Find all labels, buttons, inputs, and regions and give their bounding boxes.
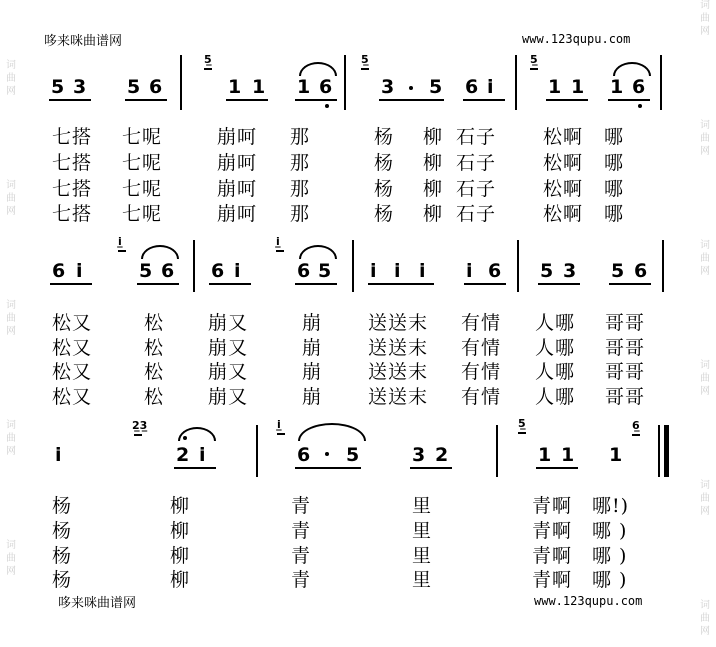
lyric-word: 石子	[456, 178, 497, 200]
note: i	[199, 444, 206, 466]
note: i	[234, 260, 241, 282]
note: 5	[139, 260, 153, 282]
watermark-char: 词	[700, 120, 710, 131]
lyric-word: 哥哥	[605, 361, 646, 383]
tie-slur	[299, 62, 337, 76]
lyric-word: 青	[291, 569, 312, 591]
lyric-word: 七搭	[52, 178, 93, 200]
note: 6	[161, 260, 175, 282]
watermark-char: 网	[6, 566, 16, 577]
grace-note: i̲	[118, 235, 122, 248]
lyric-word: 柳	[170, 520, 191, 542]
beam	[125, 99, 167, 101]
lyric-word: 哪 )	[592, 569, 628, 591]
lyric-word: 崩	[302, 312, 323, 334]
lyric-word: 七搭	[52, 126, 93, 148]
beam	[608, 99, 650, 101]
note: 5	[127, 76, 141, 98]
lyric-word: 青	[291, 520, 312, 542]
beam	[295, 99, 337, 101]
watermark-char: 词	[700, 0, 710, 11]
note: i	[394, 260, 401, 282]
note: 1	[609, 444, 623, 466]
watermark-char: 词	[6, 180, 16, 191]
grace-mark	[204, 68, 212, 70]
tie-slur	[298, 423, 366, 441]
watermark-char: 曲	[700, 493, 710, 504]
lyric-word: 哪	[604, 178, 625, 200]
lyric-word: 哪	[604, 203, 625, 225]
lyric-word: 崩又	[208, 312, 249, 334]
lyric-word: 七呢	[122, 203, 163, 225]
beam	[609, 283, 651, 285]
note: 3	[563, 260, 577, 282]
grace-note: 5̲	[518, 417, 526, 430]
lyric-word: 杨	[374, 178, 395, 200]
lyric-word: 柳	[423, 152, 444, 174]
lyric-word: 哪 )	[592, 545, 628, 567]
grace-note: 6̲	[632, 419, 640, 432]
beam	[174, 467, 216, 469]
grace-note: 5̲	[530, 53, 538, 66]
note: i	[55, 444, 62, 466]
note: 6	[465, 76, 479, 98]
watermark-char: 网	[700, 626, 710, 637]
lyric-word: 青啊	[532, 495, 573, 517]
note: 3	[73, 76, 87, 98]
lower-octave-dot	[325, 104, 329, 108]
note: 6	[319, 76, 333, 98]
note: 6	[297, 444, 311, 466]
grace-mark	[518, 432, 526, 434]
lyric-word: 青	[291, 495, 312, 517]
lyric-word: 杨	[52, 495, 73, 517]
lower-octave-dot	[638, 104, 642, 108]
lyric-word: 那	[290, 178, 311, 200]
lyric-word: 里	[412, 520, 433, 542]
lyric-word: 里	[412, 495, 433, 517]
bar-line	[662, 240, 664, 292]
lyric-word: 送送末	[368, 312, 429, 334]
note: 1	[538, 444, 552, 466]
lyric-word: 松又	[52, 312, 93, 334]
lyric-word: 松	[144, 337, 165, 359]
note: 2	[435, 444, 449, 466]
final-bar-thick	[664, 425, 669, 477]
note: 1	[571, 76, 585, 98]
lyric-word: 人哪	[535, 386, 576, 408]
lyric-word: 崩呵	[217, 126, 258, 148]
bar-line	[256, 425, 258, 477]
lyric-word: 杨	[374, 203, 395, 225]
lyric-word: 送送末	[368, 386, 429, 408]
lyric-word: 哪!)	[592, 495, 630, 517]
watermark-char: 词	[700, 240, 710, 251]
lyric-word: 柳	[170, 545, 191, 567]
bar-line	[496, 425, 498, 477]
lyric-word: 杨	[374, 152, 395, 174]
lyric-word: 松又	[52, 386, 93, 408]
note: 5	[611, 260, 625, 282]
lyric-word: 石子	[456, 203, 497, 225]
lyric-word: 哥哥	[605, 312, 646, 334]
watermark-char: 网	[700, 146, 710, 157]
grace-note: i̲	[276, 235, 280, 248]
lyric-word: 柳	[170, 569, 191, 591]
watermark-char: 曲	[6, 553, 16, 564]
lyric-word: 松又	[52, 361, 93, 383]
lyric-word: 有情	[461, 337, 502, 359]
site-url-top: www.123qupu.com	[522, 32, 631, 46]
note: i	[370, 260, 377, 282]
lyric-word: 崩又	[208, 386, 249, 408]
lyric-word: 那	[290, 152, 311, 174]
watermark-char: 词	[6, 300, 16, 311]
lyric-word: 崩	[302, 337, 323, 359]
note: 6	[149, 76, 163, 98]
note: i	[466, 260, 473, 282]
watermark-char: 网	[700, 266, 710, 277]
beam	[295, 283, 337, 285]
lyric-word: 青啊	[532, 569, 573, 591]
beam	[295, 467, 361, 469]
note: 6	[297, 260, 311, 282]
watermark-char: 曲	[6, 433, 16, 444]
watermark-char: 网	[6, 326, 16, 337]
site-name-bottom: 哆来咪曲谱网	[58, 596, 137, 611]
watermark-char: 曲	[700, 133, 710, 144]
note: 1	[297, 76, 311, 98]
lyric-word: 松又	[52, 337, 93, 359]
lyric-word: 哪 )	[592, 520, 628, 542]
lyric-word: 松啊	[543, 203, 584, 225]
lyric-word: 石子	[456, 152, 497, 174]
note: 5	[318, 260, 332, 282]
note: 3	[381, 76, 395, 98]
grace-mark	[530, 68, 538, 70]
watermark-char: 网	[6, 446, 16, 457]
right-watermark-strip	[694, 0, 716, 647]
beam	[368, 283, 434, 285]
note: i	[419, 260, 426, 282]
beam	[538, 283, 580, 285]
lyric-word: 崩又	[208, 361, 249, 383]
watermark-char: 曲	[6, 193, 16, 204]
watermark-char: 曲	[700, 373, 710, 384]
tie-slur	[613, 62, 651, 76]
lyric-word: 有情	[461, 386, 502, 408]
lyric-word: 里	[412, 545, 433, 567]
lyric-word: 那	[290, 203, 311, 225]
grace-note: i̲	[277, 418, 281, 431]
lyric-word: 人哪	[535, 337, 576, 359]
lyric-word: 石子	[456, 126, 497, 148]
lyric-word: 崩呵	[217, 152, 258, 174]
bar-line	[193, 240, 195, 292]
note: 6	[52, 260, 66, 282]
note: 2	[176, 444, 190, 466]
watermark-char: 曲	[6, 73, 16, 84]
note: 6	[211, 260, 225, 282]
lyric-word: 里	[412, 569, 433, 591]
beam	[209, 283, 251, 285]
left-watermark-strip	[0, 0, 22, 647]
beam	[226, 99, 268, 101]
watermark-char: 曲	[700, 13, 710, 24]
note: i	[76, 260, 83, 282]
grace-mark	[118, 250, 126, 252]
note: 1	[610, 76, 624, 98]
beam	[536, 467, 578, 469]
lyric-word: 青啊	[532, 545, 573, 567]
note: 3	[412, 444, 426, 466]
tie-slur	[299, 245, 337, 259]
grace-mark	[277, 433, 285, 435]
watermark-char: 词	[700, 360, 710, 371]
beam	[546, 99, 588, 101]
lyric-word: 崩又	[208, 337, 249, 359]
grace-mark	[134, 434, 142, 436]
rhythm-dot	[409, 86, 413, 90]
lyric-word: 崩呵	[217, 178, 258, 200]
lyric-word: 有情	[461, 361, 502, 383]
lyric-word: 杨	[52, 569, 73, 591]
lyric-word: 青啊	[532, 520, 573, 542]
note: 1	[548, 76, 562, 98]
watermark-char: 词	[6, 60, 16, 71]
lyric-word: 有情	[461, 312, 502, 334]
lyric-word: 崩呵	[217, 203, 258, 225]
lyric-word: 七呢	[122, 126, 163, 148]
note: 1	[252, 76, 266, 98]
lyric-word: 崩	[302, 361, 323, 383]
lyric-word: 松	[144, 386, 165, 408]
lyric-word: 柳	[170, 495, 191, 517]
site-url-bottom: www.123qupu.com	[534, 594, 643, 608]
grace-mark	[276, 250, 284, 252]
grace-mark	[632, 434, 640, 436]
lyric-word: 青	[291, 545, 312, 567]
rhythm-dot	[325, 452, 329, 456]
lyric-word: 柳	[423, 203, 444, 225]
beam	[137, 283, 179, 285]
bar-line	[180, 55, 182, 110]
tie-slur	[178, 427, 216, 441]
tie-slur	[141, 245, 179, 259]
note: 6	[632, 76, 646, 98]
watermark-char: 网	[700, 506, 710, 517]
lyric-word: 崩	[302, 386, 323, 408]
lyric-word: 柳	[423, 178, 444, 200]
watermark-char: 网	[6, 206, 16, 217]
lyric-word: 七呢	[122, 178, 163, 200]
watermark-char: 网	[700, 26, 710, 37]
lyric-word: 送送末	[368, 337, 429, 359]
bar-line	[517, 240, 519, 292]
note: 1	[561, 444, 575, 466]
final-bar-thin	[658, 425, 660, 477]
lyric-word: 哥哥	[605, 386, 646, 408]
watermark-char: 曲	[6, 313, 16, 324]
lyric-word: 柳	[423, 126, 444, 148]
grace-note: 5̲	[361, 53, 369, 66]
watermark-char: 曲	[700, 253, 710, 264]
bar-line	[352, 240, 354, 292]
grace-note: 2̲3̲	[132, 419, 148, 432]
note: 5	[51, 76, 65, 98]
lyric-word: 杨	[374, 126, 395, 148]
site-name-top: 哆来咪曲谱网	[44, 34, 123, 49]
lyric-word: 七搭	[52, 152, 93, 174]
watermark-char: 词	[6, 540, 16, 551]
beam	[463, 99, 505, 101]
lyric-word: 哪	[604, 126, 625, 148]
watermark-char: 曲	[700, 613, 710, 624]
lyric-word: 哥哥	[605, 337, 646, 359]
grace-note: 5̲	[204, 53, 212, 66]
watermark-char: 词	[700, 480, 710, 491]
beam	[410, 467, 452, 469]
lyric-word: 松	[144, 361, 165, 383]
note: 5	[540, 260, 554, 282]
lyric-word: 松啊	[543, 152, 584, 174]
beam	[50, 283, 92, 285]
note: 1	[228, 76, 242, 98]
watermark-char: 词	[700, 600, 710, 611]
lyric-word: 杨	[52, 545, 73, 567]
lyric-word: 杨	[52, 520, 73, 542]
note: 6	[488, 260, 502, 282]
note: i	[487, 76, 494, 98]
bar-line	[515, 55, 517, 110]
lyric-word: 松啊	[543, 126, 584, 148]
lyric-word: 松	[144, 312, 165, 334]
lyric-word: 送送末	[368, 361, 429, 383]
note: 5	[429, 76, 443, 98]
lyric-word: 人哪	[535, 361, 576, 383]
watermark-char: 词	[6, 420, 16, 431]
lyric-word: 人哪	[535, 312, 576, 334]
beam	[464, 283, 506, 285]
lyric-word: 那	[290, 126, 311, 148]
lyric-word: 七呢	[122, 152, 163, 174]
note: 5	[346, 444, 360, 466]
note: 6	[634, 260, 648, 282]
beam	[49, 99, 91, 101]
lyric-word: 松啊	[543, 178, 584, 200]
bar-line	[344, 55, 346, 110]
grace-mark	[361, 68, 369, 70]
watermark-char: 网	[6, 86, 16, 97]
bar-line	[660, 55, 662, 110]
lyric-word: 七搭	[52, 203, 93, 225]
lyric-word: 哪	[604, 152, 625, 174]
watermark-char: 网	[700, 386, 710, 397]
beam	[379, 99, 444, 101]
